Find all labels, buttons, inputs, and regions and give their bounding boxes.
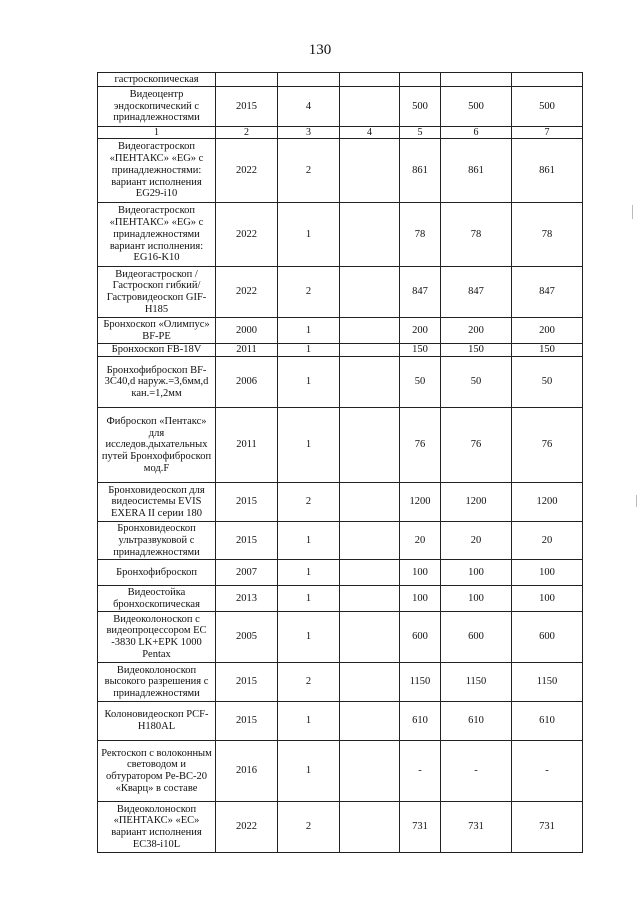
- cell-col7: 1150: [512, 663, 583, 702]
- cell-quantity: 2: [278, 663, 340, 702]
- cell-col5: 20: [400, 522, 441, 560]
- table-row: [98, 318, 583, 344]
- cell-col6: 200: [441, 318, 512, 344]
- cell-quantity: 2: [278, 802, 340, 853]
- cell-col4: [340, 344, 400, 357]
- cell-col4: [340, 357, 400, 408]
- cell-name: Видеоцентр эндоскопический с принадлежностями: [98, 87, 216, 127]
- table-row: [98, 408, 583, 483]
- cell-col4: [340, 560, 400, 586]
- scan-mark: [632, 205, 633, 219]
- cell-col6: 6: [441, 127, 512, 139]
- cell-col5: 500: [400, 87, 441, 127]
- table-row: [98, 663, 583, 702]
- cell-name: Видеогастроскоп «ПЕНТАКС» «EG» с принадлежностями вариант исполнения: EG16-K10: [98, 203, 216, 267]
- cell-col6: 731: [441, 802, 512, 853]
- cell-col7: 100: [512, 586, 583, 612]
- cell-quantity: 1: [278, 741, 340, 802]
- scan-mark: [636, 495, 637, 507]
- cell-name: Бронхоскоп FB-18V: [98, 344, 216, 357]
- cell-year: 2022: [216, 139, 278, 203]
- table-row: [98, 267, 583, 318]
- cell-col4: 4: [340, 127, 400, 139]
- cell-col7: [512, 73, 583, 87]
- cell-col5: 76: [400, 408, 441, 483]
- cell-name: Бронховидеоскоп ультразвуковой с принадлежностями: [98, 522, 216, 560]
- cell-col7: 76: [512, 408, 583, 483]
- cell-col4: [340, 802, 400, 853]
- cell-year: 2015: [216, 522, 278, 560]
- cell-col5: 200: [400, 318, 441, 344]
- cell-col7: 610: [512, 702, 583, 741]
- table-row: [98, 560, 583, 586]
- cell-col7: 20: [512, 522, 583, 560]
- cell-col6: 610: [441, 702, 512, 741]
- cell-col6: 1150: [441, 663, 512, 702]
- cell-quantity: [278, 73, 340, 87]
- cell-col4: [340, 741, 400, 802]
- cell-col7: 600: [512, 612, 583, 663]
- cell-year: 2016: [216, 741, 278, 802]
- cell-quantity: 1: [278, 344, 340, 357]
- cell-name: Видеоколоноскоп высокого разрешения с принадлежностями: [98, 663, 216, 702]
- table-row: [98, 586, 583, 612]
- cell-year: 2013: [216, 586, 278, 612]
- cell-name: Фиброскоп «Пентакс» для исследов.дыхательных путей Бронхофиброскоп мод.F: [98, 408, 216, 483]
- cell-col4: [340, 318, 400, 344]
- table-row: [98, 357, 583, 408]
- cell-col7: 1200: [512, 483, 583, 522]
- cell-col7: 861: [512, 139, 583, 203]
- cell-year: 2015: [216, 483, 278, 522]
- cell-col5: 847: [400, 267, 441, 318]
- cell-col6: 20: [441, 522, 512, 560]
- cell-col5: [400, 73, 441, 87]
- cell-col5: 100: [400, 560, 441, 586]
- cell-quantity: 1: [278, 702, 340, 741]
- table-row: [98, 702, 583, 741]
- cell-col4: [340, 267, 400, 318]
- cell-quantity: 3: [278, 127, 340, 139]
- table-row: [98, 139, 583, 203]
- cell-col5: 1150: [400, 663, 441, 702]
- table-index-row: [98, 127, 583, 139]
- cell-quantity: 1: [278, 586, 340, 612]
- cell-year: [216, 73, 278, 87]
- cell-name: Видеогастроскоп / Гастроскоп гибкий/ Гастровидеоскоп GIF-H185: [98, 267, 216, 318]
- cell-col6: 861: [441, 139, 512, 203]
- cell-col7: 78: [512, 203, 583, 267]
- cell-year: 2011: [216, 344, 278, 357]
- cell-year: 2015: [216, 87, 278, 127]
- cell-col4: [340, 612, 400, 663]
- table-row: [98, 483, 583, 522]
- table-row: [98, 203, 583, 267]
- cell-quantity: 4: [278, 87, 340, 127]
- cell-year: 2022: [216, 203, 278, 267]
- table-row: [98, 522, 583, 560]
- cell-year: 2006: [216, 357, 278, 408]
- cell-col4: [340, 663, 400, 702]
- cell-col6: 150: [441, 344, 512, 357]
- table-row: [98, 344, 583, 357]
- cell-col5: -: [400, 741, 441, 802]
- cell-col7: 500: [512, 87, 583, 127]
- cell-col5: 150: [400, 344, 441, 357]
- cell-col5: 861: [400, 139, 441, 203]
- cell-col5: 5: [400, 127, 441, 139]
- cell-quantity: 2: [278, 139, 340, 203]
- cell-col6: 600: [441, 612, 512, 663]
- cell-col5: 610: [400, 702, 441, 741]
- cell-col5: 50: [400, 357, 441, 408]
- cell-col6: 100: [441, 586, 512, 612]
- table-row: [98, 73, 583, 87]
- cell-year: 2015: [216, 702, 278, 741]
- cell-year: 2015: [216, 663, 278, 702]
- cell-year: 2005: [216, 612, 278, 663]
- cell-col5: 1200: [400, 483, 441, 522]
- cell-name: Ректоскоп с волоконным световодом и обтуратором Ре-ВС-20 «Кварц» в составе: [98, 741, 216, 802]
- cell-col4: [340, 586, 400, 612]
- cell-quantity: 1: [278, 203, 340, 267]
- cell-col5: 78: [400, 203, 441, 267]
- cell-col6: 500: [441, 87, 512, 127]
- cell-year: 2: [216, 127, 278, 139]
- cell-year: 2000: [216, 318, 278, 344]
- table-row: [98, 612, 583, 663]
- cell-year: 2022: [216, 267, 278, 318]
- cell-col5: 731: [400, 802, 441, 853]
- cell-name: Видеоколоноскоп «ПЕНТАКС» «EC» вариант исполнения EC38-i10L: [98, 802, 216, 853]
- cell-quantity: 1: [278, 408, 340, 483]
- cell-col7: 50: [512, 357, 583, 408]
- cell-col7: 200: [512, 318, 583, 344]
- cell-col6: -: [441, 741, 512, 802]
- table-row: [98, 87, 583, 127]
- cell-col6: 76: [441, 408, 512, 483]
- cell-name: Бронховидеоскоп для видеосистемы EVIS EXERA II серии 180: [98, 483, 216, 522]
- cell-name: 1: [98, 127, 216, 139]
- cell-name: Бронхофиброскоп: [98, 560, 216, 586]
- cell-col7: 731: [512, 802, 583, 853]
- cell-col4: [340, 73, 400, 87]
- cell-name: Бронхоскоп «Олимпус» BF-PE: [98, 318, 216, 344]
- cell-col7: 7: [512, 127, 583, 139]
- cell-name: Бронхофиброскоп BF-3C40,d наруж.=3,6мм,d кан.=1,2мм: [98, 357, 216, 408]
- cell-col6: 78: [441, 203, 512, 267]
- cell-col4: [340, 203, 400, 267]
- cell-name: гастроскопическая: [98, 73, 216, 87]
- cell-col4: [340, 139, 400, 203]
- cell-quantity: 1: [278, 612, 340, 663]
- cell-quantity: 1: [278, 318, 340, 344]
- cell-col6: 50: [441, 357, 512, 408]
- cell-col4: [340, 522, 400, 560]
- cell-col6: 1200: [441, 483, 512, 522]
- cell-name: Видеостойка бронхоскопическая: [98, 586, 216, 612]
- cell-col6: 847: [441, 267, 512, 318]
- cell-col6: [441, 73, 512, 87]
- page-number: 130: [308, 42, 332, 58]
- cell-name: Колоновидеоскоп PCF-H180AL: [98, 702, 216, 741]
- cell-col7: 100: [512, 560, 583, 586]
- cell-col5: 600: [400, 612, 441, 663]
- cell-col5: 100: [400, 586, 441, 612]
- cell-col4: [340, 408, 400, 483]
- cell-name: Видеогастроскоп «ПЕНТАКС» «EG» с принадлежностями: вариант исполнения EG29-i10: [98, 139, 216, 203]
- cell-col6: 100: [441, 560, 512, 586]
- cell-quantity: 1: [278, 357, 340, 408]
- equipment-table: [97, 72, 583, 853]
- cell-col4: [340, 87, 400, 127]
- table-row: [98, 802, 583, 853]
- cell-col7: 847: [512, 267, 583, 318]
- cell-col7: 150: [512, 344, 583, 357]
- cell-quantity: 2: [278, 483, 340, 522]
- cell-year: 2022: [216, 802, 278, 853]
- cell-year: 2007: [216, 560, 278, 586]
- cell-quantity: 1: [278, 522, 340, 560]
- cell-name: Видеоколоноскоп с видеопроцессором EC -3830 LK+EPK 1000 Pentax: [98, 612, 216, 663]
- table-row: [98, 741, 583, 802]
- cell-col4: [340, 702, 400, 741]
- cell-col7: -: [512, 741, 583, 802]
- cell-col4: [340, 483, 400, 522]
- cell-quantity: 2: [278, 267, 340, 318]
- cell-year: 2011: [216, 408, 278, 483]
- cell-quantity: 1: [278, 560, 340, 586]
